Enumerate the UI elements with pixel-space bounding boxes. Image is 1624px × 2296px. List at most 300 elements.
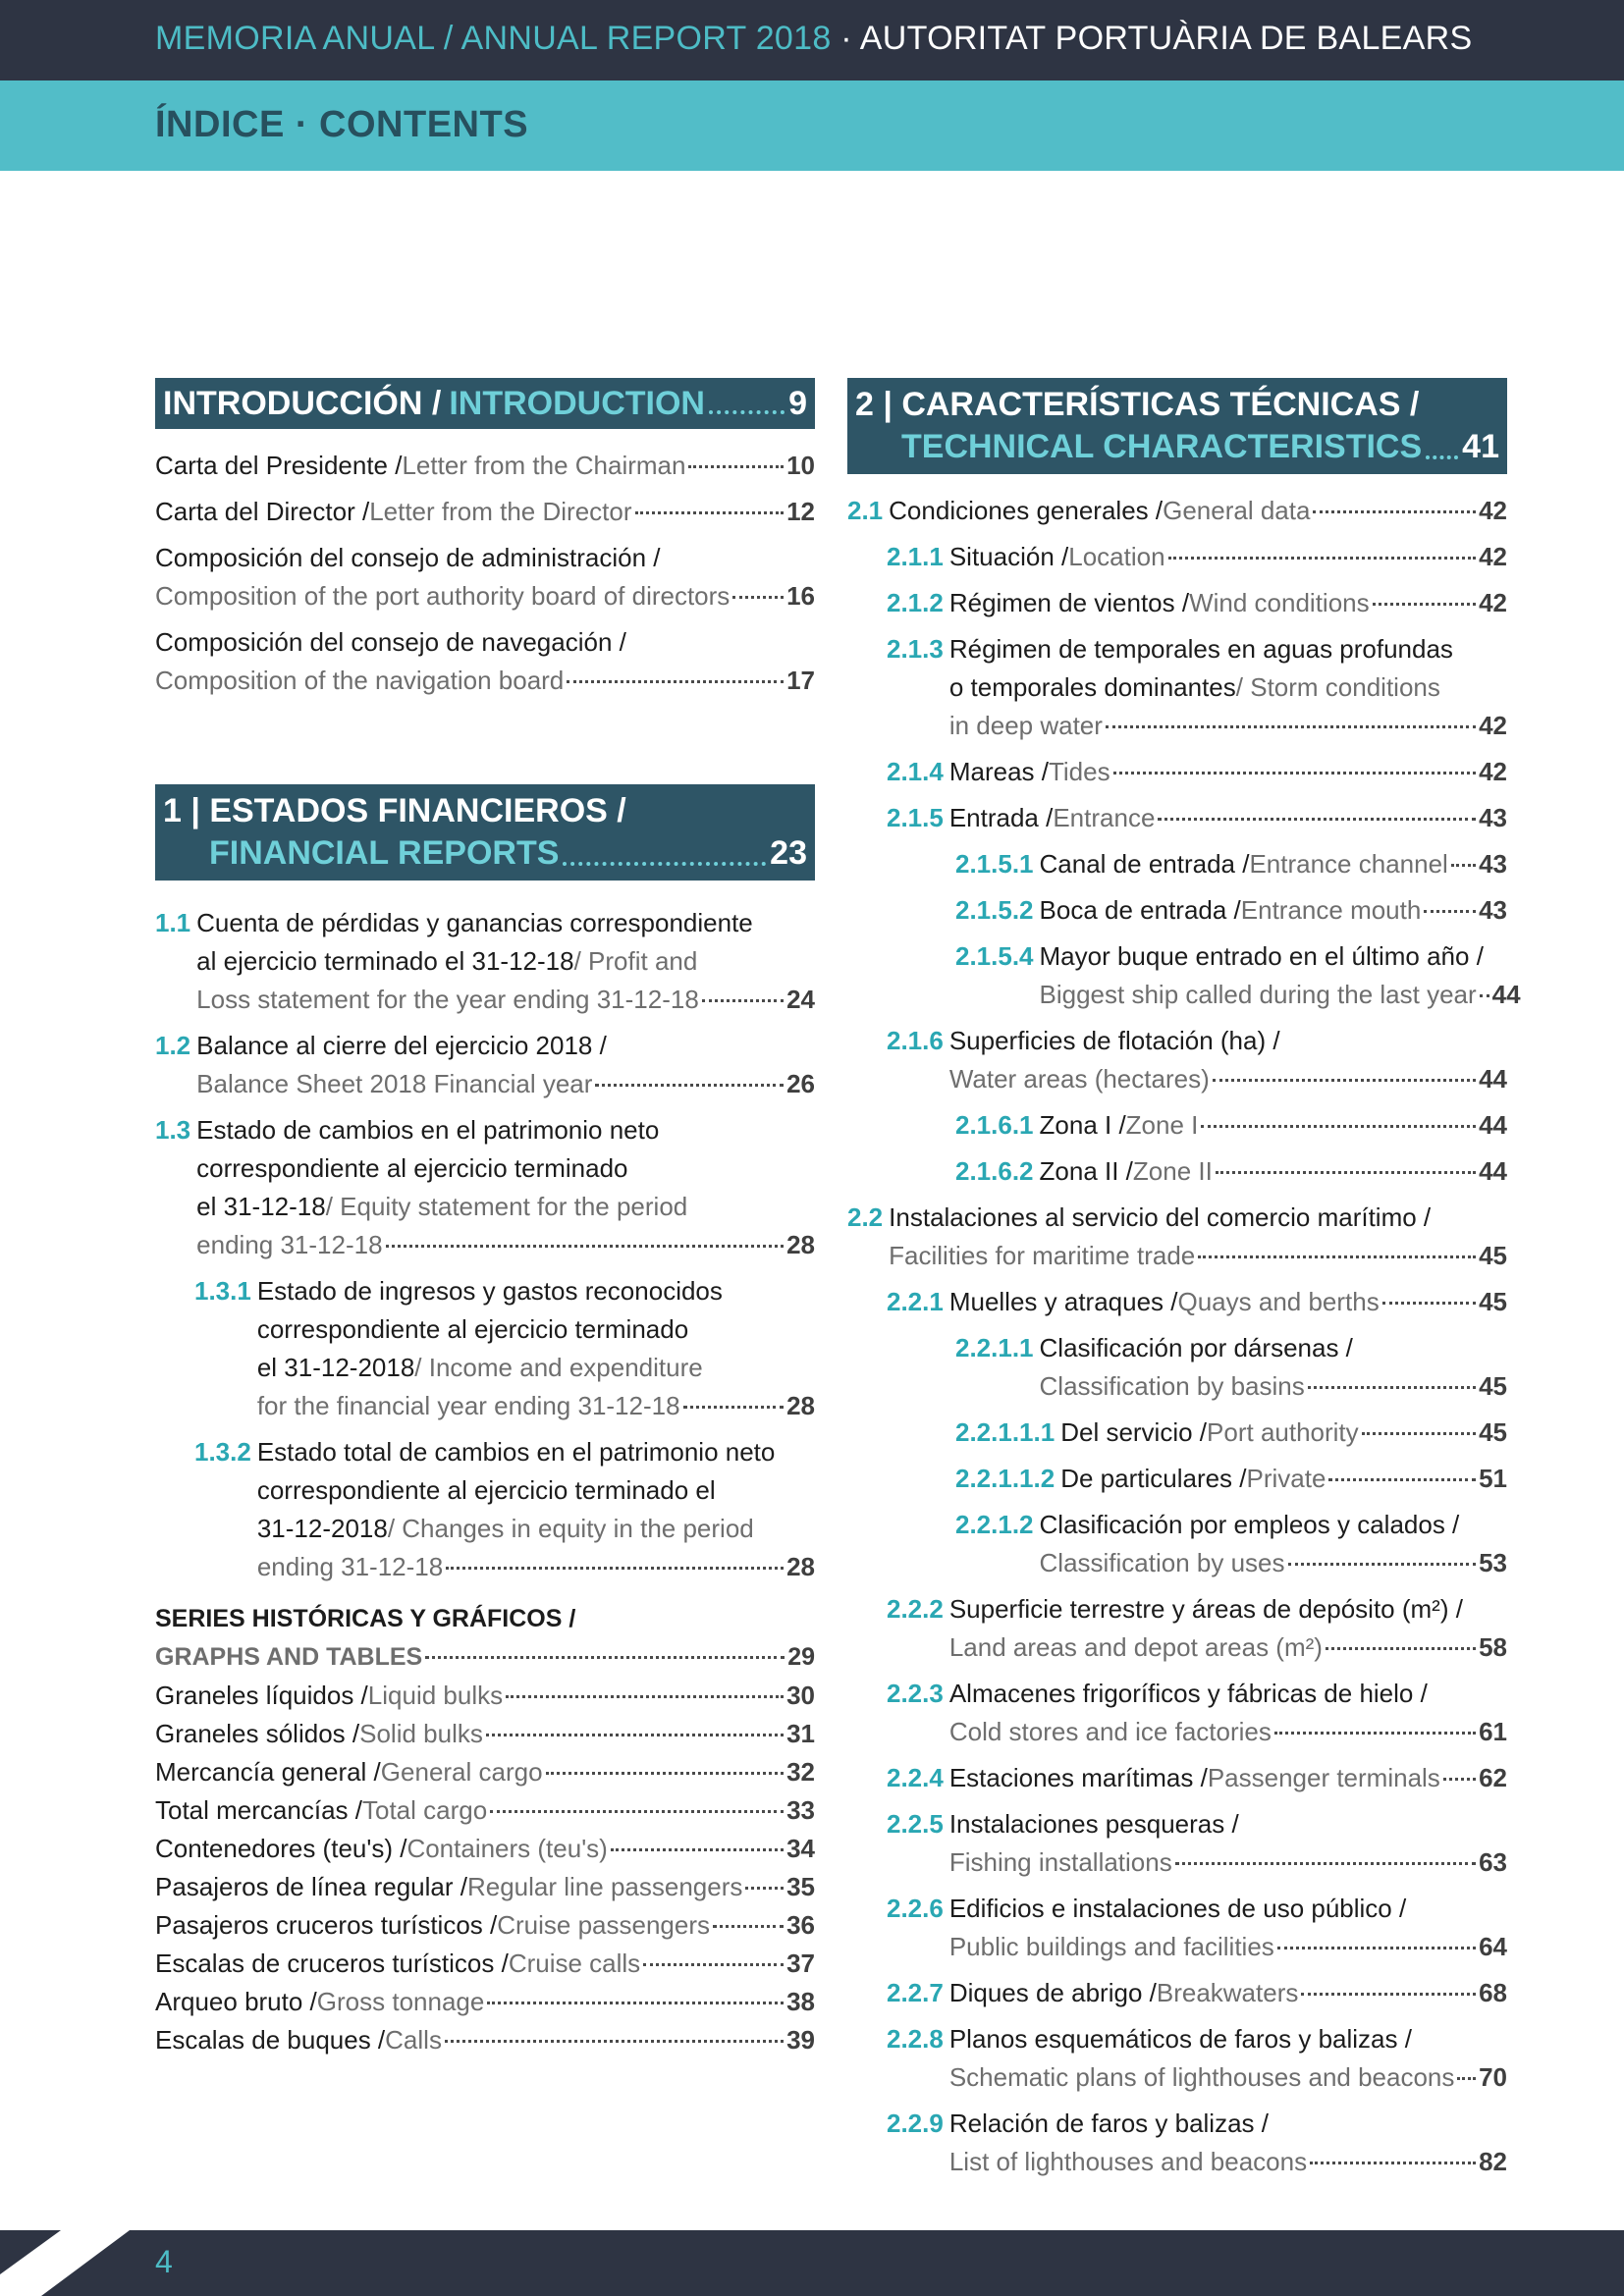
entry-page-number: 16 [786, 581, 815, 611]
entry-line [949, 630, 1507, 668]
leader-dots [1158, 818, 1476, 821]
toc-entry[interactable] [155, 1906, 815, 1945]
toc-entry[interactable] [847, 753, 1507, 791]
entry-number: 1.3.1 [194, 1276, 251, 1306]
toc-entry[interactable] [847, 1329, 1507, 1406]
entry-line [155, 2021, 815, 2059]
toc-technical-list [847, 492, 1521, 2181]
toc-entry[interactable] [847, 538, 1507, 576]
entry-page-number: 37 [786, 1949, 815, 1978]
entry-line [949, 538, 1507, 576]
entry-line [196, 904, 815, 942]
leader-dots [595, 1084, 784, 1087]
entry-page-number: 42 [1479, 757, 1507, 786]
toc-entry[interactable] [155, 623, 815, 700]
entry-text [155, 493, 815, 531]
entry-text [1040, 891, 1507, 930]
entry-page-number: 42 [1479, 711, 1507, 740]
toc-entry[interactable] [847, 2020, 1507, 2097]
section-title-es: 1 | ESTADOS FINANCIEROS / [163, 792, 626, 829]
entry-line [1040, 1329, 1507, 1367]
toc-right-column [847, 378, 1521, 2181]
entry-line [196, 1149, 815, 1188]
entry-number: 1.2 [155, 1031, 191, 1060]
toc-entry[interactable] [847, 1106, 1507, 1145]
entry-page-number: 36 [786, 1910, 815, 1940]
entry-text [949, 1805, 1507, 1882]
toc-entry[interactable] [155, 1433, 815, 1586]
entry-text [949, 1759, 1507, 1797]
entry-title-es: Clasificación por empleos y calados / [1039, 1510, 1460, 1539]
entry-title-es: Instalaciones al servicio del comercio marítimo / [889, 1202, 1432, 1232]
entry-title-en: Schematic plans of lighthouses and beacons [948, 2062, 1455, 2092]
entry-title-es: Mayor buque entrado en el último año / [1039, 941, 1484, 971]
entry-line [949, 2143, 1507, 2181]
toc-entry[interactable] [847, 1283, 1507, 1321]
entry-page-number: 43 [1479, 849, 1507, 879]
leader-dots [745, 1887, 784, 1890]
toc-entry[interactable] [847, 2105, 1507, 2181]
entry-title-en: Letter from the Director [369, 497, 632, 526]
toc-entry[interactable] [155, 539, 815, 615]
entry-page-number: 28 [786, 1552, 815, 1581]
toc-entry[interactable] [847, 1460, 1507, 1498]
entry-text [257, 1272, 815, 1425]
entry-line [257, 1548, 815, 1586]
entry-page-number: 42 [1479, 496, 1507, 525]
entry-text [949, 1974, 1507, 2012]
entry-line [257, 1349, 815, 1387]
entry-page-number: 44 [1479, 1110, 1507, 1140]
entry-title-es: Mareas / [948, 757, 1049, 786]
leader-dots [732, 596, 784, 599]
entry-page-number: 45 [1479, 1241, 1507, 1270]
entry-title-en: / Equity statement for the period [325, 1192, 688, 1221]
entry-title-en: Composition of the navigation board [155, 666, 565, 695]
entry-title-es: Composición del consejo de navegación / [155, 627, 626, 657]
entry-title-es: Estado de cambios en el patrimonio neto [196, 1115, 660, 1145]
entry-title-en: General data [1163, 496, 1311, 525]
entry-page-number: 43 [1479, 803, 1507, 832]
report-title-es: MEMORIA ANUAL / [155, 20, 461, 57]
entry-text [155, 623, 815, 700]
entry-title-es: Edificios e instalaciones de uso público / [948, 1894, 1407, 1923]
series-page-number: 29 [787, 1643, 815, 1671]
toc-entry[interactable] [847, 1590, 1507, 1667]
leader-dots [425, 1656, 785, 1659]
leader-dots [713, 1925, 784, 1928]
entry-title-en: Biggest ship called during the last year [1039, 980, 1477, 1009]
entry-number: 2.2.1 [887, 1287, 944, 1316]
entry-title-en: Tides [1048, 757, 1110, 786]
entry-title-en: Wind conditions [1189, 588, 1370, 617]
toc-entry[interactable] [155, 1983, 815, 2021]
entry-text [949, 1890, 1507, 1966]
entry-line [257, 1310, 815, 1349]
entry-text [155, 1753, 815, 1791]
entry-line [1040, 1506, 1507, 1544]
entry-title-en: ending 31-12-18 [256, 1552, 444, 1581]
entry-number: 2.1.5.1 [955, 849, 1034, 879]
entry-line [257, 1471, 815, 1510]
section-title-en: TECHNICAL CHARACTERISTICS [901, 428, 1423, 465]
entry-text [257, 1433, 815, 1586]
series-title-en: GRAPHS AND TABLES [155, 1643, 423, 1671]
entry-page-number: 68 [1479, 1978, 1507, 2007]
leader-dots [1480, 994, 1489, 997]
toc-entry[interactable] [155, 1830, 815, 1868]
entry-line [949, 584, 1507, 622]
toc-entry[interactable] [847, 891, 1507, 930]
leader-dots [1301, 1993, 1476, 1996]
toc-entry[interactable] [155, 1868, 815, 1906]
toc-entry[interactable] [847, 630, 1507, 745]
entry-page-number: 82 [1479, 2147, 1507, 2176]
entry-title-en: Water areas (hectares) [948, 1064, 1210, 1094]
entry-title-en: Facilities for maritime trade [889, 1241, 1196, 1270]
entry-text [155, 1983, 815, 2021]
entry-title-en: in deep water [948, 711, 1103, 740]
toc-entry[interactable] [847, 937, 1521, 1014]
entry-text [155, 1906, 815, 1945]
entry-title-es: Condiciones generales / [889, 496, 1164, 525]
toc-entry[interactable] [847, 1022, 1507, 1098]
entry-title-es: Cuenta de pérdidas y ganancias correspondiente [196, 908, 753, 937]
entry-text [949, 1283, 1507, 1321]
entry-title-es: Situación / [948, 542, 1069, 571]
entry-title-en: Liquid bulks [367, 1681, 504, 1710]
entry-text [155, 1830, 815, 1868]
entry-page-number: 61 [1479, 1717, 1507, 1746]
toc-entry[interactable] [847, 1805, 1507, 1882]
toc-entry[interactable] [847, 584, 1507, 622]
leader-dots [486, 1734, 784, 1736]
entry-title-en: List of lighthouses and beacons [948, 2147, 1308, 2176]
entry-text [196, 904, 815, 1019]
entry-title-en: Zone II [1132, 1156, 1213, 1186]
entry-line [1040, 937, 1507, 976]
corner-stripe-decoration [0, 2230, 137, 2296]
leader-dots [688, 465, 784, 468]
leader-dots [445, 2040, 784, 2043]
leader-dots [490, 1810, 784, 1813]
entry-number: 2.2.1.2 [955, 1510, 1034, 1539]
entry-page-number: 43 [1479, 895, 1507, 925]
entry-title-es: Estaciones marítimas / [948, 1763, 1208, 1792]
entry-page-number: 45 [1479, 1371, 1507, 1401]
entry-text [889, 1199, 1507, 1275]
toc-entry[interactable] [155, 1791, 815, 1830]
entry-text [1040, 1152, 1507, 1191]
entry-text [949, 799, 1507, 837]
entry-text [155, 1791, 815, 1830]
entry-title-en: Gross tonnage [316, 1987, 485, 2016]
entry-line [949, 753, 1507, 791]
entry-number: 2.2.6 [887, 1894, 944, 1923]
entry-text [1039, 937, 1521, 1014]
section-title-es: INTRODUCCIÓN / [163, 385, 442, 422]
entry-page-number: 44 [1491, 980, 1521, 1009]
section-page-number: 41 [1462, 428, 1499, 465]
entry-title-es: Régimen de vientos / [948, 588, 1190, 617]
entry-number: 2.2.7 [887, 1978, 944, 2007]
entry-number: 2.2 [847, 1202, 884, 1232]
entry-title-en: Public buildings and facilities [948, 1932, 1274, 1961]
entry-text [1060, 1460, 1507, 1498]
toc-entry[interactable] [155, 1715, 815, 1753]
entry-page-number: 42 [1479, 588, 1507, 617]
toc-entry[interactable] [155, 1272, 815, 1425]
toc-entry[interactable] [155, 493, 815, 531]
entry-title-es: Mercancía general / [155, 1757, 381, 1787]
toc-entry[interactable] [155, 1945, 815, 1983]
leader-dots [1277, 1947, 1476, 1949]
entry-line [949, 1928, 1507, 1966]
entry-title-en: Classification by uses [1039, 1548, 1285, 1577]
entry-title-en: Total cargo [361, 1795, 488, 1825]
entry-line [155, 1945, 815, 1983]
entry-title-en: Quays and berths [1177, 1287, 1380, 1316]
entry-title-en: Cruise passengers [497, 1910, 711, 1940]
entry-line [949, 1629, 1507, 1667]
toc-series-header[interactable] [155, 1600, 815, 1677]
entry-line [196, 1226, 815, 1264]
entry-title-en: Location [1068, 542, 1165, 571]
entry-line [155, 447, 815, 485]
toc-entry[interactable] [847, 1974, 1507, 2012]
entry-title-en: Zone I [1125, 1110, 1199, 1140]
report-organization: · AUTORITAT PORTUÀRIA DE BALEARS [831, 20, 1473, 57]
section-title-en: FINANCIAL REPORTS [209, 834, 560, 872]
entry-text [949, 2020, 1507, 2097]
entry-text [196, 1111, 815, 1264]
entry-number: 2.1.5.2 [955, 895, 1034, 925]
leader-dots [1457, 2077, 1476, 2080]
entry-title-es: 31-12-2018 [256, 1514, 388, 1543]
entry-page-number: 62 [1479, 1763, 1507, 1792]
toc-entry[interactable] [155, 1027, 815, 1103]
entry-title-es: el 31-12-18 [196, 1192, 326, 1221]
entry-title-es: al ejercicio terminado el 31-12-18 [196, 946, 574, 976]
leader-dots [1308, 1386, 1476, 1389]
entry-page-number: 45 [1479, 1417, 1507, 1447]
leader-dots [1113, 772, 1476, 774]
entry-line [889, 492, 1507, 530]
entry-title-es: Graneles sólidos / [155, 1719, 360, 1748]
entry-title-en: Loss statement for the year ending 31-12-18 [196, 985, 699, 1014]
entry-page-number: 70 [1479, 2062, 1507, 2092]
page-title: ÍNDICE · CONTENTS [155, 104, 529, 145]
leader-dots [1201, 1125, 1476, 1128]
entry-title-en: Balance Sheet 2018 Financial year [196, 1069, 593, 1098]
toc-intro-list [155, 447, 815, 700]
entry-title-es: correspondiente al ejercicio terminado el [256, 1475, 716, 1505]
entry-title-en: Calls [385, 2025, 442, 2055]
entry-page-number: 30 [786, 1681, 815, 1710]
toc-entry[interactable] [847, 492, 1507, 530]
leader-dots [683, 1406, 785, 1409]
leader-dots [1288, 1563, 1477, 1566]
entry-line [155, 1715, 815, 1753]
entry-line [949, 707, 1507, 745]
entry-title-en: Breakwaters [1156, 1978, 1299, 2007]
entry-title-en: Classification by basins [1039, 1371, 1305, 1401]
toc-entry[interactable] [155, 1111, 815, 1264]
entry-text [949, 1590, 1507, 1667]
toc-financial-list [155, 904, 815, 1586]
toc-entry[interactable] [847, 1414, 1507, 1452]
entry-line [949, 1060, 1507, 1098]
leader-dots [702, 999, 784, 1002]
entry-page-number: 64 [1479, 1932, 1507, 1961]
entry-line [1039, 976, 1521, 1014]
entry-number: 1.3 [155, 1115, 191, 1145]
entry-line [1040, 1544, 1507, 1582]
entry-title-en: Regular line passengers [466, 1872, 743, 1901]
entry-title-es: Arqueo bruto / [155, 1987, 317, 2016]
entry-title-en: Private [1246, 1464, 1326, 1493]
entry-title-es: Contenedores (teu's) / [155, 1834, 407, 1863]
entry-title-en: Solid bulks [359, 1719, 483, 1748]
entry-title-es: Graneles líquidos / [155, 1681, 368, 1710]
report-title [155, 20, 1472, 58]
entry-line [949, 1805, 1507, 1843]
toc-entry[interactable] [155, 2021, 815, 2059]
entry-title-en: / Changes in equity in the period [387, 1514, 754, 1543]
entry-title-es: Entrada / [948, 803, 1054, 832]
entry-number: 2.2.1.1.1 [955, 1417, 1056, 1447]
entry-line [155, 493, 815, 531]
entry-title-es: Total mercancías / [155, 1795, 362, 1825]
leader-dots [1168, 557, 1477, 560]
entry-text [949, 2105, 1507, 2181]
entry-page-number: 53 [1479, 1548, 1507, 1577]
entry-line [949, 799, 1507, 837]
entry-title-es: Pasajeros de línea regular / [155, 1872, 467, 1901]
entry-page-number: 12 [786, 497, 815, 526]
entry-page-number: 32 [786, 1757, 815, 1787]
entry-title-en: General cargo [380, 1757, 543, 1787]
entry-text [949, 538, 1507, 576]
entry-line [196, 1027, 815, 1065]
entry-text [1040, 1106, 1507, 1145]
toc-entry[interactable] [155, 447, 815, 485]
toc-entry[interactable] [847, 1890, 1507, 1966]
entry-text [949, 630, 1507, 745]
entry-line [196, 981, 815, 1019]
entry-number: 2.1.2 [887, 588, 944, 617]
report-header-bar [0, 0, 1624, 80]
toc-entry[interactable] [155, 1753, 815, 1791]
entry-line [949, 1890, 1507, 1928]
entry-number: 2.2.3 [887, 1679, 944, 1708]
toc-entry[interactable] [847, 845, 1507, 883]
entry-title-es: Planos esquemáticos de faros y balizas / [948, 2024, 1412, 2054]
entry-title-en: for the financial year ending 31-12-18 [256, 1391, 680, 1420]
entry-text [155, 539, 815, 615]
entry-text [949, 1675, 1507, 1751]
entry-line [1040, 845, 1507, 883]
toc-entry[interactable] [847, 1675, 1507, 1751]
leader-dots [386, 1245, 785, 1248]
entry-line [155, 1868, 815, 1906]
entry-title-es: Superficies de flotación (ha) / [948, 1026, 1280, 1055]
series-title-es: SERIES HISTÓRICAS Y GRÁFICOS / [155, 1605, 576, 1632]
entry-number: 2.2.4 [887, 1763, 944, 1792]
entry-title-es: el 31-12-2018 [256, 1353, 415, 1382]
entry-line [949, 2105, 1507, 2143]
toc-section-header-technical[interactable] [847, 378, 1507, 474]
entry-title-en: / Income and expenditure [414, 1353, 703, 1382]
entry-title-es: Boca de entrada / [1039, 895, 1241, 925]
entry-number: 1.1 [155, 908, 191, 937]
entry-title-es: Almacenes frigoríficos y fábricas de hielo / [948, 1679, 1428, 1708]
page-number: 4 [155, 2244, 173, 2279]
entry-title-en: Cold stores and ice factories [948, 1717, 1272, 1746]
entry-line [155, 623, 815, 662]
entry-title-en: Letter from the Chairman [402, 451, 686, 480]
toc-entry[interactable] [847, 1199, 1507, 1275]
entry-page-number: 39 [786, 2025, 815, 2055]
entry-page-number: 45 [1479, 1287, 1507, 1316]
section-title-es: 2 | CARACTERÍSTICAS TÉCNICAS / [855, 386, 1420, 423]
entry-title-es: Relación de faros y balizas / [948, 2109, 1269, 2138]
leader-dots [563, 862, 766, 866]
entry-number: 2.2.9 [887, 2109, 944, 2138]
toc-entry[interactable] [847, 1759, 1507, 1797]
entry-text [196, 1027, 815, 1103]
entry-line [949, 1590, 1507, 1629]
entry-line [949, 1022, 1507, 1060]
entry-text [1060, 1414, 1507, 1452]
leader-dots [1213, 1079, 1476, 1082]
toc-entry[interactable] [155, 904, 815, 1019]
leader-dots [1313, 510, 1476, 513]
entry-title-es: Estado de ingresos y gastos reconocidos [256, 1276, 723, 1306]
entry-number: 2.1.6.2 [955, 1156, 1034, 1186]
entry-line [155, 539, 815, 577]
entry-title-en: / Storm conditions [1235, 672, 1440, 702]
leader-dots [1362, 1432, 1476, 1435]
entry-title-es: Zona II / [1039, 1156, 1133, 1186]
leader-dots [1328, 1478, 1476, 1481]
entry-line [949, 1759, 1507, 1797]
toc-entry[interactable] [847, 1506, 1507, 1582]
entry-line [155, 577, 815, 615]
entry-text [949, 584, 1507, 622]
entry-page-number: 33 [786, 1795, 815, 1825]
toc-entry[interactable] [847, 1152, 1507, 1191]
entry-text [155, 1868, 815, 1906]
leader-dots [709, 410, 785, 414]
toc-entry[interactable] [155, 1677, 815, 1715]
entry-line [949, 1843, 1507, 1882]
entry-line [155, 1830, 815, 1868]
entry-title-es: Régimen de temporales en aguas profundas [948, 634, 1453, 664]
toc-section-header-intro[interactable] [155, 378, 815, 429]
entry-title-es: Diques de abrigo / [948, 1978, 1157, 2007]
toc-series-block [155, 1600, 815, 2059]
entry-title-es: Carta del Presidente / [155, 451, 403, 480]
toc-section-header-financial[interactable] [155, 784, 815, 881]
entry-text [155, 447, 815, 485]
entry-title-en: Containers (teu's) [406, 1834, 608, 1863]
entry-line [196, 1065, 815, 1103]
entry-page-number: 38 [786, 1987, 815, 2016]
entry-line [196, 1188, 815, 1226]
toc-entry[interactable] [847, 799, 1507, 837]
entry-title-es: Superficie terrestre y áreas de depósito (m²) / [948, 1594, 1463, 1624]
